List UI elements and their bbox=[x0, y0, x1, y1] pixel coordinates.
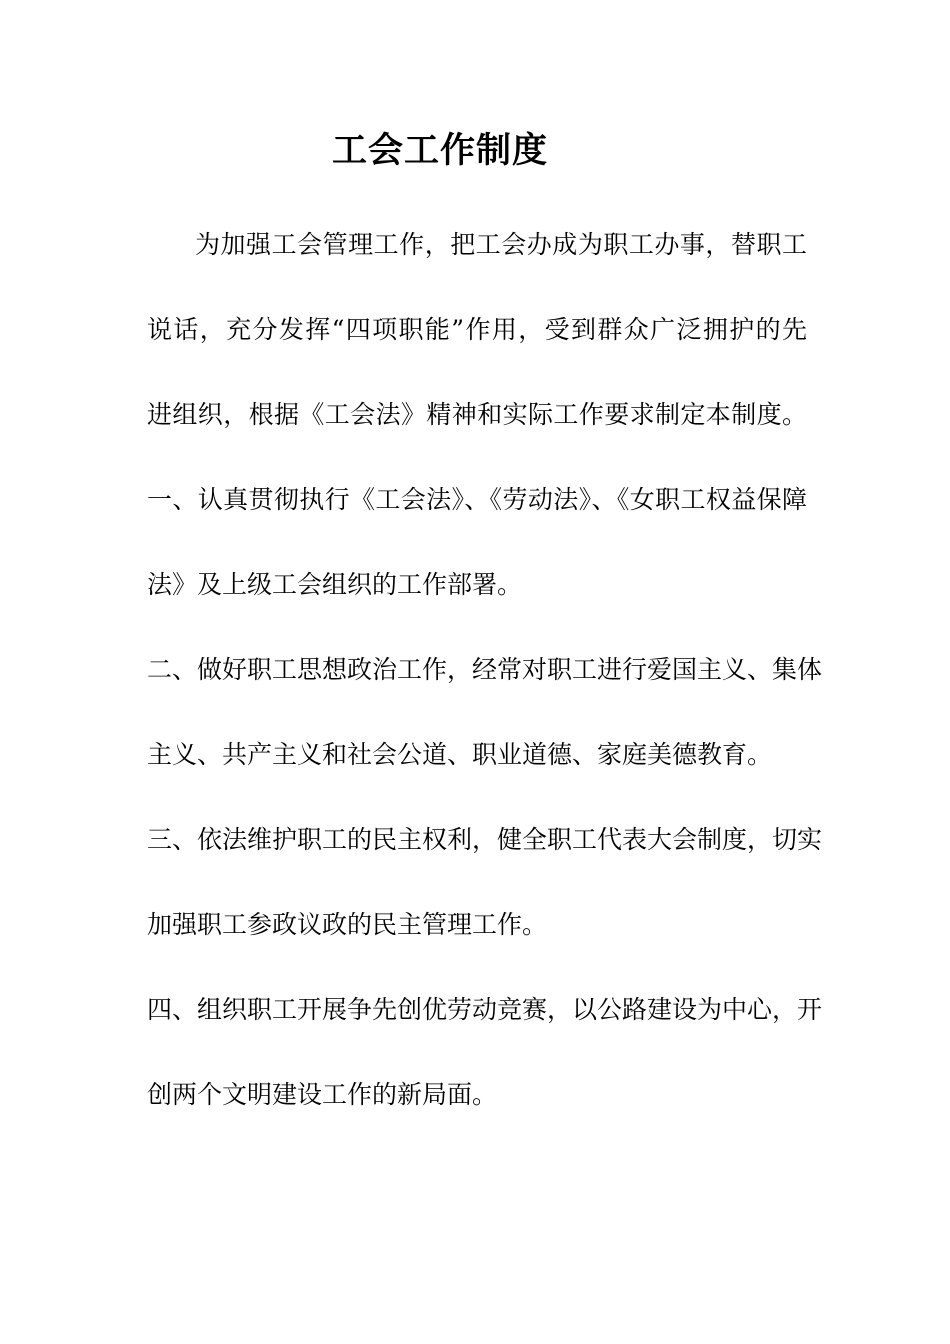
intro-line-3: 进组织，根据《工会法》精神和实际工作要求制定本制度。 bbox=[147, 400, 807, 429]
item-2-line-2: 主义、共产主义和社会公道、职业道德、家庭美德教育。 bbox=[147, 740, 773, 769]
intro-line-2: 说话，充分发挥“四项职能”作用，受到群众广泛拥护的先 bbox=[147, 315, 807, 344]
item-2-line-1: 二、做好职工思想政治工作，经常对职工进行爱国主义、集体 bbox=[147, 655, 823, 684]
intro-line-1: 为加强工会管理工作，把工会办成为职工办事，替职工 bbox=[195, 230, 807, 259]
item-4-line-1: 四、组织职工开展争先创优劳动竞赛，以公路建设为中心，开 bbox=[147, 995, 823, 1024]
item-3-line-1: 三、依法维护职工的民主权利，健全职工代表大会制度，切实 bbox=[147, 825, 823, 854]
item-1-line-2: 法》及上级工会组织的工作部署。 bbox=[147, 570, 523, 599]
item-3-line-2: 加强职工参政议政的民主管理工作。 bbox=[147, 910, 548, 939]
item-4-line-2: 创两个文明建设工作的新局面。 bbox=[147, 1080, 498, 1109]
item-1-line-1: 一、认真贯彻执行《工会法》、《劳动法》、《女职工权益保障 bbox=[147, 485, 807, 514]
document-title: 工会工作制度 bbox=[331, 131, 548, 171]
